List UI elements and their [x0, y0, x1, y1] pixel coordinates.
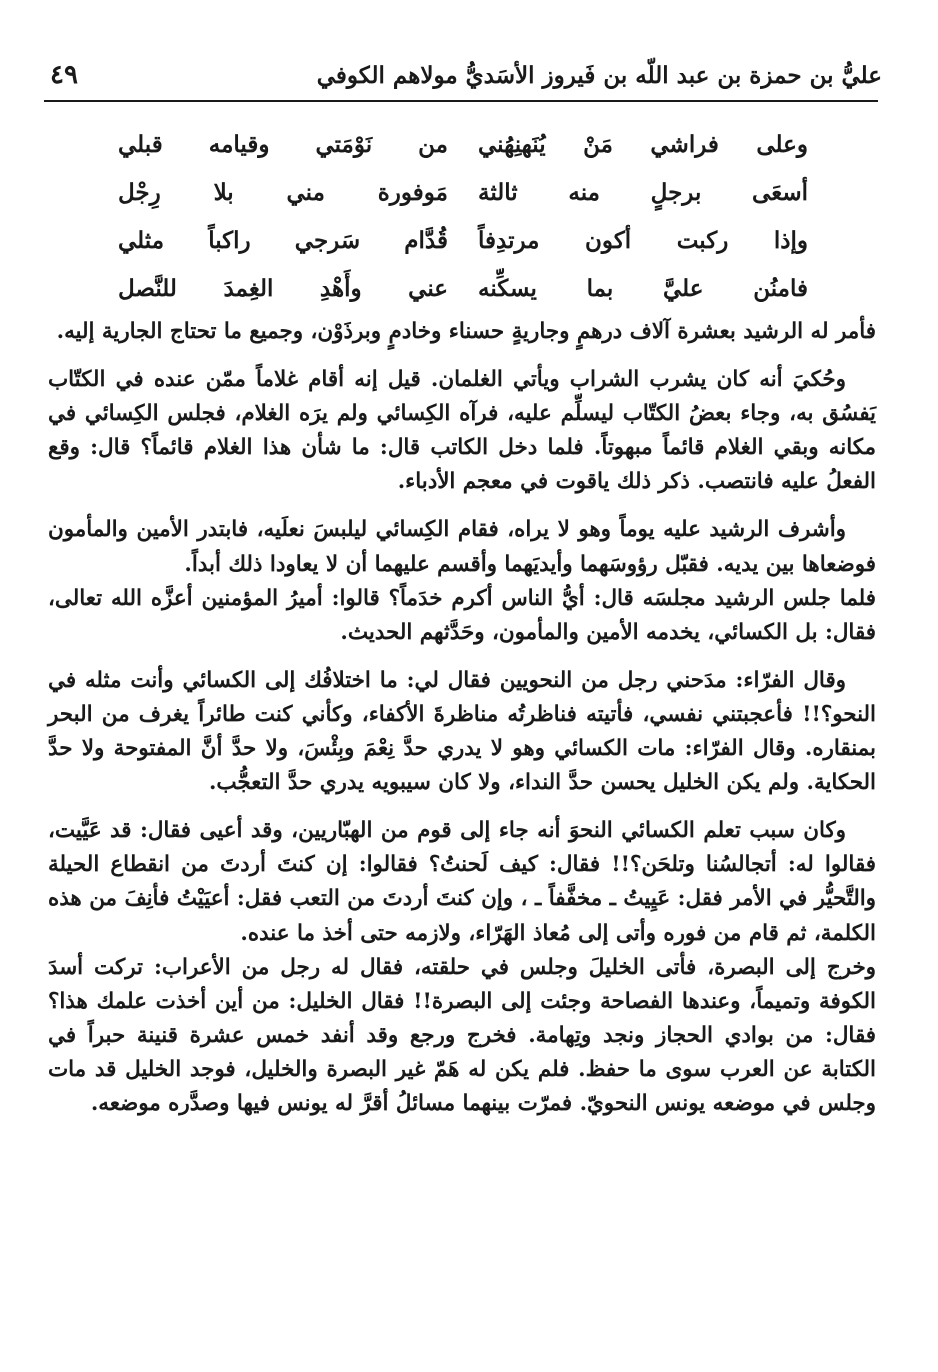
- verse-second-hemistich: عني وأَهْدِ الغِمدَ للنَّصل: [118, 275, 448, 302]
- verse-first-hemistich: فامنُن عليَّ بما يسكِّنه: [478, 275, 808, 302]
- paragraph: وخرج إلى البصرة، فأتى الخليلَ وجلس في حلقته، فقال له رجل من الأعراب: تركت أسدَ الكوفة وتميماً، وعندها الفصاحة وجئت إلى البصرة!! فقال الخليل: من أين أخذت علمك هذا؟ فقال: من بوادي الحجاز ونجد وتِهامة. فخرج ورجع وقد أنفد خمس عشرة قنينة حبراً في الكتابة عن العرب سوى ما حفظ. فلم يكن له هَمّ غير البصرة والخليل، فوجد الخليل قد مات وجلس في موضعه يونس النحويّ. فمرّت بينهما مسائلُ أقرَّ له يونس فيها وصدَّره موضعه.: [48, 954, 876, 1116]
- paragraph: وأشرف الرشيد عليه يوماً وهو لا يراه، فقام الكِسائي ليلبسَ نعلَيه، فابتدر الأمين والمأمون فوضعاها بين يديه. فقبّل رؤوسَهما وأيديَهما وأقسم عليهما أن لا يعاودا ذلك أبداً.: [48, 517, 876, 577]
- paragraph: فلما جلس الرشيد مجلسَه قال: أيُّ الناس أكرم خدَماً؟ قالوا: أميرُ المؤمنين أعزَّه الله تعالى، فقال: بل الكسائي، يخدمه الأمين والمأمون، وحَدَّثهم الحديث.: [48, 585, 876, 645]
- body-text: [48, 315, 876, 1121]
- poem-verse: [118, 122, 808, 170]
- paragraph: وحُكيَ أنه كان يشرب الشراب ويأتي الغلمان. قيل إنه أقام غلاماً ممّن عنده في الكتّاب يَفسُق به، وجاء بعضُ الكتّاب ليسلِّم عليه، فرآه الكِسائي ولم يرَه الغلام، فجلس الكِسائي في مكانه وبقي الغلام قائماً مبهوتاً. فلما دخل الكاتب قال: ما شأن هذا الغلام قائماً؟ قال: وقع الفعلُ عليه فانتصب. ذكر ذلك ياقوت في معجم الأدباء.: [48, 367, 876, 495]
- verse-second-hemistich: قُدَّام سَرجي راكباً مثلي: [118, 227, 448, 254]
- paragraph: وقال الفرّاء: مدَحني رجل من النحويين فقال لي: ما اختلافُك إلى الكسائي وأنت مثله في النحو؟!! فأعجبتني نفسي، فأتيته فناظرتُه مناظرةَ الأكفاء، وكأني كنت طائراً يغرف من البحر بمنقاره. وقال الفرّاء: مات الكسائي وهو لا يدري حدَّ نِعْمَ وبِئْسَ، ولا حدَّ أنَّ المفتوحة ولا حدَّ الحكاية. ولم يكن الخليل يحسن حدَّ النداء، ولا كان سيبويه يدري حدَّ التعجُّب.: [48, 667, 876, 796]
- paragraph: وكان سبب تعلم الكسائي النحوَ أنه جاء إلى قوم من الهبّاريين، وقد أعيى فقال: قد عَيَّيت، فقالوا له: أتجالسُنا وتلحَن؟!! فقال: كيف لَحنتُ؟ فقالوا: إن كنتَ أردتَ من انقطاع الحيلة والتَّحيُّر في الأمر فقل: عَيِيتُ ـ مخفَّفاً ـ ، وإن كنتَ أردتَ من التعب فقل: أعيَيْتُ فأنِفَ من هذه الكلمة، ثم قام من فوره وأتى إلى مُعاذ الهَرّاء، ولازمه حتى أخذ ما عنده.: [48, 818, 876, 946]
- header-rule: [44, 100, 878, 102]
- verse-second-hemistich: من نَوْمَتي وقيامه قبلي: [118, 131, 448, 158]
- poem-verse: [118, 170, 808, 218]
- verse-first-hemistich: وعلى فراشي مَنْ يُنَهنِهُني: [478, 131, 808, 158]
- page-number: ٤٩: [50, 60, 78, 90]
- page-header: [40, 52, 882, 96]
- poem-verse: [118, 266, 808, 314]
- verse-first-hemistich: أسعَى برجلٍ منه ثالثة: [478, 179, 808, 206]
- verse-second-hemistich: مَوفورة مني بلا رِجْل: [118, 179, 448, 206]
- verse-first-hemistich: وإذا ركبت أكون مرتدِفاً: [478, 227, 808, 254]
- paragraph: فأمر له الرشيد بعشرة آلاف درهمٍ وجاريةٍ حسناء وخادمٍ وبرذَوْن، وجميع ما تحتاج الجارية إليه.: [56, 319, 876, 344]
- running-title: عليُّ بن حمزة بن عبد اللّه بن فَيروز الأسَديُّ مولاهم الكوفي: [316, 62, 882, 89]
- poem: [118, 122, 808, 314]
- poem-verse: [118, 218, 808, 266]
